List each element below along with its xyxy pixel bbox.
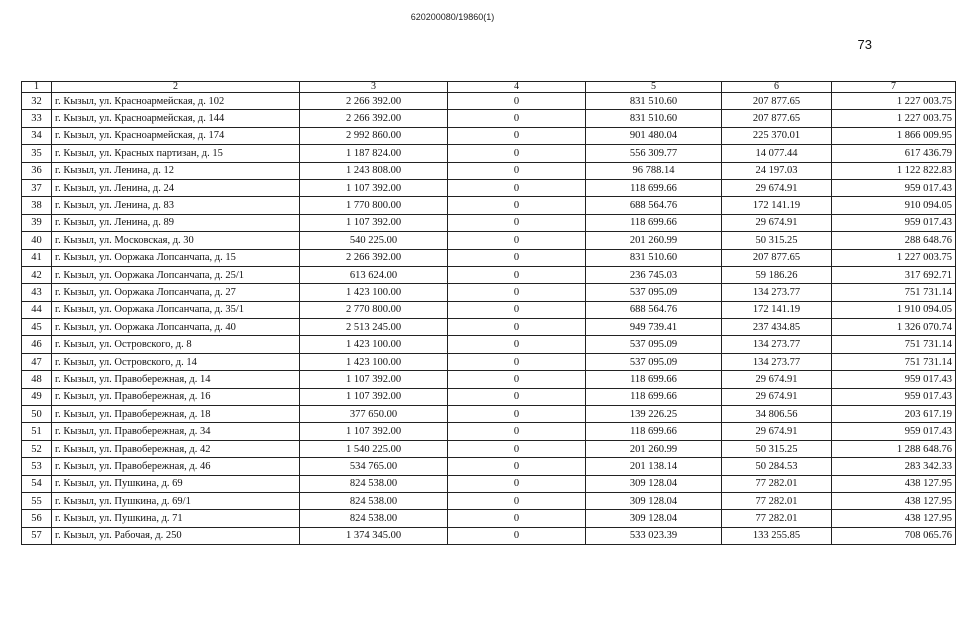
value-cell-3: 1 423 100.00: [300, 336, 448, 353]
value-cell-3: 1 107 392.00: [300, 214, 448, 231]
address-cell: г. Кызыл, ул. Ленина, д. 89: [52, 214, 300, 231]
address-cell: г. Кызыл, ул. Пушкина, д. 69: [52, 475, 300, 492]
value-cell-3: 2 266 392.00: [300, 93, 448, 110]
table-row: [22, 127, 956, 144]
row-number: 48: [22, 371, 52, 388]
row-number: 45: [22, 319, 52, 336]
value-cell-3: 2 513 245.00: [300, 319, 448, 336]
column-header: 5: [586, 82, 722, 93]
value-cell-7: 1 227 003.75: [832, 93, 956, 110]
row-number: 56: [22, 510, 52, 527]
table-row: [22, 284, 956, 301]
value-cell-5: 556 309.77: [586, 145, 722, 162]
value-cell-6: 29 674.91: [722, 214, 832, 231]
row-number: 43: [22, 284, 52, 301]
value-cell-4: 0: [448, 510, 586, 527]
value-cell-6: 50 284.53: [722, 458, 832, 475]
table-row: [22, 510, 956, 527]
value-cell-6: 77 282.01: [722, 475, 832, 492]
value-cell-3: 2 266 392.00: [300, 110, 448, 127]
table-row: [22, 388, 956, 405]
value-cell-4: 0: [448, 266, 586, 283]
data-table: [21, 81, 956, 545]
value-cell-3: 377 650.00: [300, 406, 448, 423]
page-number: 73: [857, 37, 872, 52]
value-cell-6: 50 315.25: [722, 440, 832, 457]
value-cell-4: 0: [448, 127, 586, 144]
value-cell-6: 207 877.65: [722, 249, 832, 266]
value-cell-6: 134 273.77: [722, 284, 832, 301]
address-cell: г. Кызыл, ул. Островского, д. 14: [52, 353, 300, 370]
table-row: [22, 145, 956, 162]
table-row: [22, 475, 956, 492]
row-number: 53: [22, 458, 52, 475]
table-row: [22, 249, 956, 266]
address-cell: г. Кызыл, ул. Ооржака Лопсанчапа, д. 40: [52, 319, 300, 336]
row-number: 46: [22, 336, 52, 353]
value-cell-6: 29 674.91: [722, 179, 832, 196]
value-cell-3: 824 538.00: [300, 475, 448, 492]
row-number: 42: [22, 266, 52, 283]
table-row: [22, 371, 956, 388]
value-cell-4: 0: [448, 301, 586, 318]
address-cell: г. Кызыл, ул. Ленина, д. 83: [52, 197, 300, 214]
row-number: 57: [22, 527, 52, 544]
value-cell-5: 309 128.04: [586, 475, 722, 492]
value-cell-4: 0: [448, 110, 586, 127]
value-cell-7: 708 065.76: [832, 527, 956, 544]
value-cell-4: 0: [448, 440, 586, 457]
address-cell: г. Кызыл, ул. Красноармейская, д. 102: [52, 93, 300, 110]
value-cell-4: 0: [448, 353, 586, 370]
value-cell-6: 172 141.19: [722, 301, 832, 318]
value-cell-4: 0: [448, 93, 586, 110]
value-cell-7: 1 866 009.95: [832, 127, 956, 144]
value-cell-6: 24 197.03: [722, 162, 832, 179]
address-cell: г. Кызыл, ул. Ооржака Лопсанчапа, д. 15: [52, 249, 300, 266]
row-number: 38: [22, 197, 52, 214]
row-number: 51: [22, 423, 52, 440]
table-row: [22, 179, 956, 196]
value-cell-6: 134 273.77: [722, 336, 832, 353]
value-cell-3: 2 770 800.00: [300, 301, 448, 318]
value-cell-3: 1 107 392.00: [300, 388, 448, 405]
value-cell-5: 236 745.03: [586, 266, 722, 283]
address-cell: г. Кызыл, ул. Правобережная, д. 42: [52, 440, 300, 457]
value-cell-4: 0: [448, 232, 586, 249]
row-number: 37: [22, 179, 52, 196]
address-cell: г. Кызыл, ул. Островского, д. 8: [52, 336, 300, 353]
table-row: [22, 93, 956, 110]
address-cell: г. Кызыл, ул. Ооржака Лопсанчапа, д. 27: [52, 284, 300, 301]
value-cell-3: 534 765.00: [300, 458, 448, 475]
value-cell-3: 1 540 225.00: [300, 440, 448, 457]
row-number: 52: [22, 440, 52, 457]
value-cell-5: 831 510.60: [586, 93, 722, 110]
table-row: [22, 527, 956, 544]
value-cell-6: 29 674.91: [722, 371, 832, 388]
value-cell-7: 203 617.19: [832, 406, 956, 423]
value-cell-3: 1 107 392.00: [300, 371, 448, 388]
row-number: 47: [22, 353, 52, 370]
row-number: 34: [22, 127, 52, 144]
value-cell-4: 0: [448, 406, 586, 423]
value-cell-7: 438 127.95: [832, 475, 956, 492]
value-cell-6: 207 877.65: [722, 93, 832, 110]
column-header: 7: [832, 82, 956, 93]
value-cell-4: 0: [448, 179, 586, 196]
address-cell: г. Кызыл, ул. Рабочая, д. 250: [52, 527, 300, 544]
value-cell-4: 0: [448, 475, 586, 492]
value-cell-3: 1 107 392.00: [300, 423, 448, 440]
document-id: 620200080/19860(1): [410, 12, 495, 22]
value-cell-4: 0: [448, 145, 586, 162]
value-cell-7: 751 731.14: [832, 353, 956, 370]
table-row: [22, 406, 956, 423]
value-cell-7: 438 127.95: [832, 510, 956, 527]
value-cell-7: 288 648.76: [832, 232, 956, 249]
address-cell: г. Кызыл, ул. Правобережная, д. 34: [52, 423, 300, 440]
value-cell-5: 309 128.04: [586, 510, 722, 527]
row-number: 35: [22, 145, 52, 162]
address-cell: г. Кызыл, ул. Пушкина, д. 69/1: [52, 492, 300, 509]
row-number: 44: [22, 301, 52, 318]
value-cell-5: 201 260.99: [586, 232, 722, 249]
column-header: 4: [448, 82, 586, 93]
table-row: [22, 110, 956, 127]
row-number: 55: [22, 492, 52, 509]
address-cell: г. Кызыл, ул. Ленина, д. 12: [52, 162, 300, 179]
value-cell-7: 959 017.43: [832, 214, 956, 231]
table-row: [22, 440, 956, 457]
row-number: 32: [22, 93, 52, 110]
value-cell-6: 133 255.85: [722, 527, 832, 544]
table-row: [22, 492, 956, 509]
value-cell-4: 0: [448, 388, 586, 405]
row-number: 33: [22, 110, 52, 127]
address-cell: г. Кызыл, ул. Ленина, д. 24: [52, 179, 300, 196]
table-row: [22, 353, 956, 370]
value-cell-4: 0: [448, 492, 586, 509]
value-cell-3: 824 538.00: [300, 492, 448, 509]
value-cell-3: 1 243 808.00: [300, 162, 448, 179]
column-header: 1: [22, 82, 52, 93]
row-number: 36: [22, 162, 52, 179]
value-cell-3: 1 423 100.00: [300, 284, 448, 301]
value-cell-3: 824 538.00: [300, 510, 448, 527]
address-cell: г. Кызыл, ул. Ооржака Лопсанчапа, д. 35/1: [52, 301, 300, 318]
value-cell-6: 77 282.01: [722, 492, 832, 509]
value-cell-4: 0: [448, 423, 586, 440]
value-cell-5: 118 699.66: [586, 179, 722, 196]
table-row: [22, 336, 956, 353]
address-cell: г. Кызыл, ул. Красноармейская, д. 174: [52, 127, 300, 144]
value-cell-5: 96 788.14: [586, 162, 722, 179]
address-cell: г. Кызыл, ул. Правобережная, д. 14: [52, 371, 300, 388]
value-cell-4: 0: [448, 527, 586, 544]
value-cell-3: 2 266 392.00: [300, 249, 448, 266]
row-number: 50: [22, 406, 52, 423]
address-cell: г. Кызыл, ул. Красных партизан, д. 15: [52, 145, 300, 162]
value-cell-5: 201 138.14: [586, 458, 722, 475]
value-cell-7: 1 910 094.05: [832, 301, 956, 318]
value-cell-6: 59 186.26: [722, 266, 832, 283]
table-row: [22, 214, 956, 231]
value-cell-7: 1 227 003.75: [832, 110, 956, 127]
value-cell-5: 533 023.39: [586, 527, 722, 544]
address-cell: г. Кызыл, ул. Правобережная, д. 46: [52, 458, 300, 475]
value-cell-7: 1 288 648.76: [832, 440, 956, 457]
value-cell-3: 1 770 800.00: [300, 197, 448, 214]
value-cell-6: 134 273.77: [722, 353, 832, 370]
address-cell: г. Кызыл, ул. Правобережная, д. 16: [52, 388, 300, 405]
value-cell-7: 959 017.43: [832, 179, 956, 196]
table-row: [22, 458, 956, 475]
value-cell-5: 139 226.25: [586, 406, 722, 423]
value-cell-5: 688 564.76: [586, 301, 722, 318]
address-cell: г. Кызыл, ул. Московская, д. 30: [52, 232, 300, 249]
value-cell-5: 831 510.60: [586, 110, 722, 127]
address-cell: г. Кызыл, ул. Правобережная, д. 18: [52, 406, 300, 423]
value-cell-3: 2 992 860.00: [300, 127, 448, 144]
value-cell-5: 537 095.09: [586, 353, 722, 370]
value-cell-3: 1 107 392.00: [300, 179, 448, 196]
table-row: [22, 301, 956, 318]
value-cell-5: 688 564.76: [586, 197, 722, 214]
address-cell: г. Кызыл, ул. Пушкина, д. 71: [52, 510, 300, 527]
value-cell-7: 910 094.05: [832, 197, 956, 214]
value-cell-7: 751 731.14: [832, 336, 956, 353]
table-row: [22, 423, 956, 440]
column-header: 6: [722, 82, 832, 93]
value-cell-5: 118 699.66: [586, 388, 722, 405]
value-cell-6: 172 141.19: [722, 197, 832, 214]
value-cell-6: 225 370.01: [722, 127, 832, 144]
value-cell-6: 34 806.56: [722, 406, 832, 423]
table-row: [22, 266, 956, 283]
row-number: 39: [22, 214, 52, 231]
value-cell-5: 118 699.66: [586, 423, 722, 440]
value-cell-4: 0: [448, 336, 586, 353]
row-number: 40: [22, 232, 52, 249]
value-cell-5: 309 128.04: [586, 492, 722, 509]
value-cell-7: 283 342.33: [832, 458, 956, 475]
table-row: [22, 197, 956, 214]
value-cell-3: 1 374 345.00: [300, 527, 448, 544]
value-cell-4: 0: [448, 371, 586, 388]
value-cell-4: 0: [448, 319, 586, 336]
value-cell-5: 118 699.66: [586, 371, 722, 388]
address-cell: г. Кызыл, ул. Ооржака Лопсанчапа, д. 25/1: [52, 266, 300, 283]
value-cell-5: 537 095.09: [586, 284, 722, 301]
value-cell-6: 14 077.44: [722, 145, 832, 162]
table-row: [22, 162, 956, 179]
value-cell-3: 1 187 824.00: [300, 145, 448, 162]
value-cell-6: 207 877.65: [722, 110, 832, 127]
value-cell-7: 438 127.95: [832, 492, 956, 509]
value-cell-4: 0: [448, 458, 586, 475]
value-cell-4: 0: [448, 249, 586, 266]
value-cell-5: 537 095.09: [586, 336, 722, 353]
value-cell-4: 0: [448, 197, 586, 214]
row-number: 54: [22, 475, 52, 492]
value-cell-5: 118 699.66: [586, 214, 722, 231]
value-cell-3: 540 225.00: [300, 232, 448, 249]
value-cell-7: 751 731.14: [832, 284, 956, 301]
value-cell-7: 1 326 070.74: [832, 319, 956, 336]
value-cell-6: 29 674.91: [722, 388, 832, 405]
value-cell-4: 0: [448, 284, 586, 301]
value-cell-7: 617 436.79: [832, 145, 956, 162]
value-cell-5: 949 739.41: [586, 319, 722, 336]
address-cell: г. Кызыл, ул. Красноармейская, д. 144: [52, 110, 300, 127]
value-cell-5: 831 510.60: [586, 249, 722, 266]
value-cell-7: 959 017.43: [832, 423, 956, 440]
column-header: 3: [300, 82, 448, 93]
value-cell-5: 901 480.04: [586, 127, 722, 144]
value-cell-7: 959 017.43: [832, 388, 956, 405]
value-cell-4: 0: [448, 214, 586, 231]
value-cell-7: 1 122 822.83: [832, 162, 956, 179]
value-cell-6: 77 282.01: [722, 510, 832, 527]
value-cell-4: 0: [448, 162, 586, 179]
row-number: 41: [22, 249, 52, 266]
table-row: [22, 232, 956, 249]
value-cell-7: 317 692.71: [832, 266, 956, 283]
value-cell-3: 1 423 100.00: [300, 353, 448, 370]
value-cell-6: 237 434.85: [722, 319, 832, 336]
table-header-row: [22, 82, 956, 93]
table-row: [22, 319, 956, 336]
value-cell-6: 29 674.91: [722, 423, 832, 440]
column-header: 2: [52, 82, 300, 93]
value-cell-7: 1 227 003.75: [832, 249, 956, 266]
value-cell-6: 50 315.25: [722, 232, 832, 249]
row-number: 49: [22, 388, 52, 405]
table-body: [22, 82, 956, 545]
value-cell-3: 613 624.00: [300, 266, 448, 283]
value-cell-7: 959 017.43: [832, 371, 956, 388]
value-cell-5: 201 260.99: [586, 440, 722, 457]
